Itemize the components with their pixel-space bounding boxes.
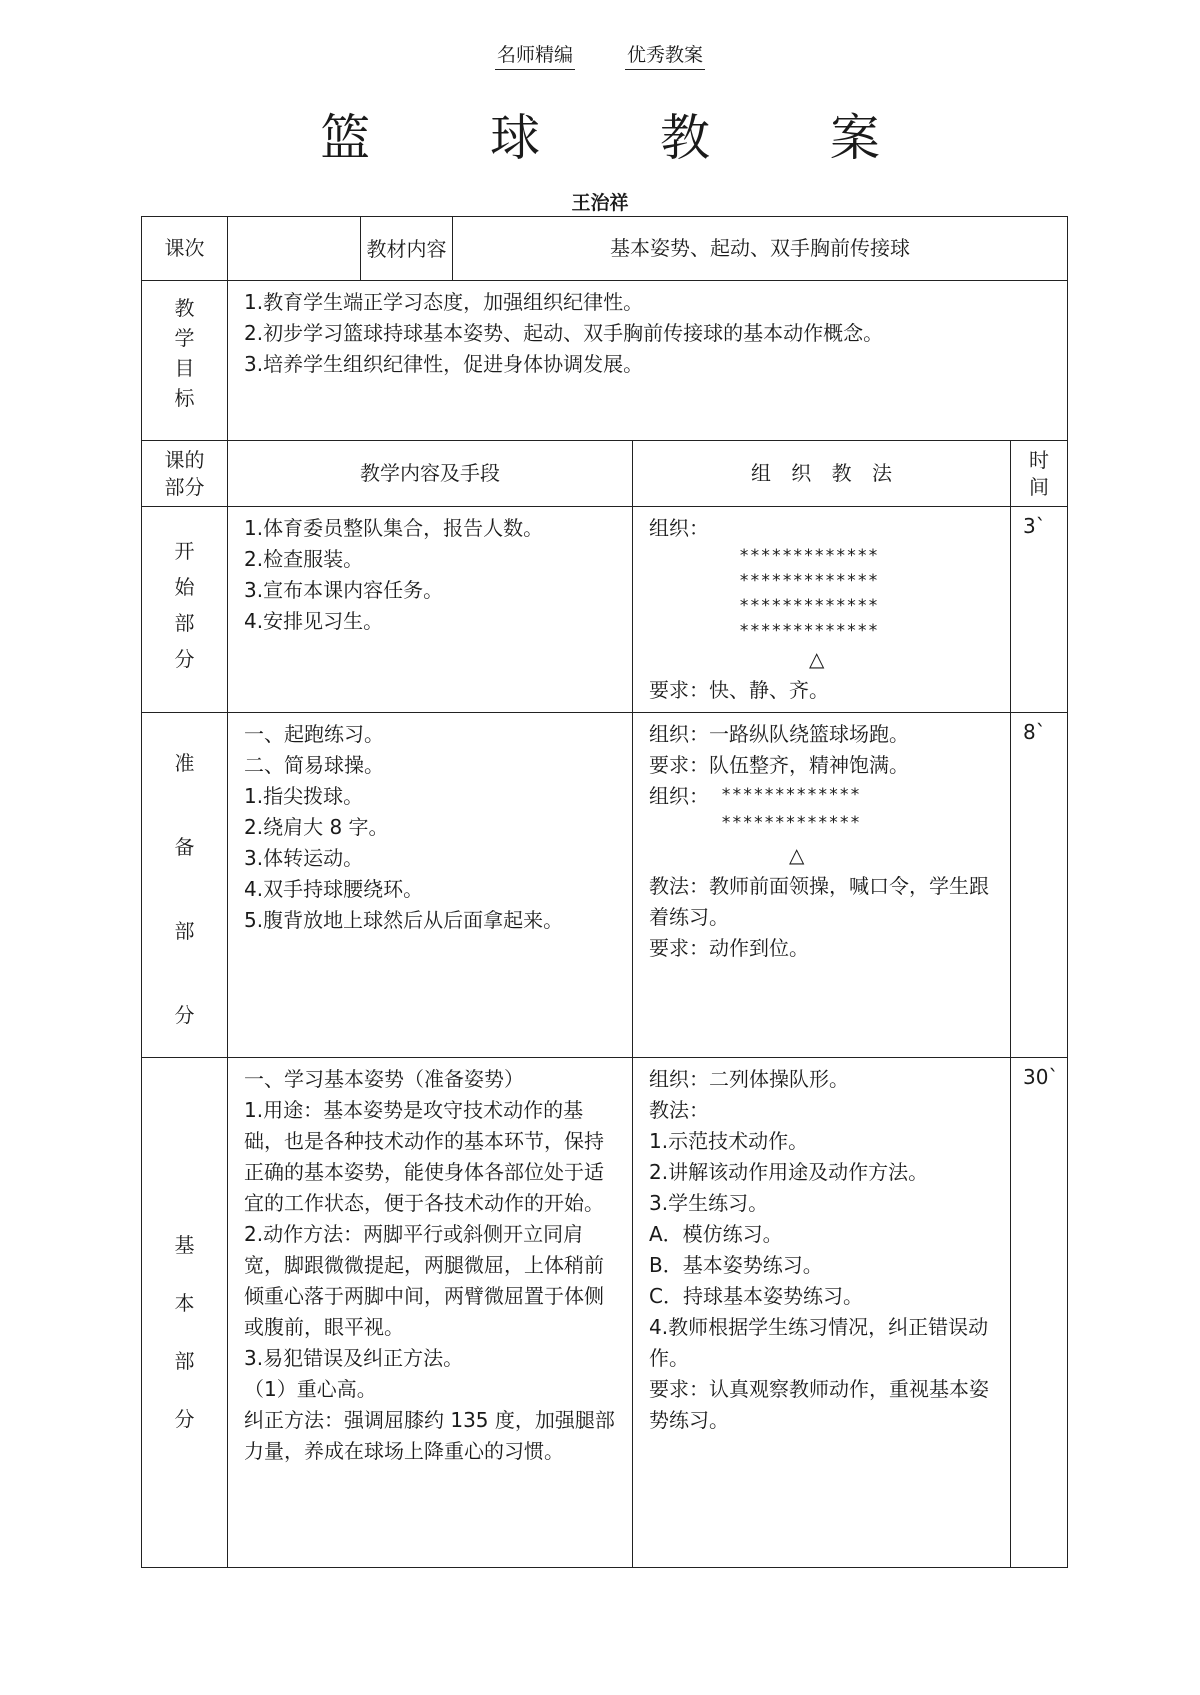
content-line: 3.体转运动。 xyxy=(244,846,364,870)
material-value: 基本姿势、起动、双手胸前传接球 xyxy=(453,217,1068,281)
content-line: 1.体育委员整队集合，报告人数。 xyxy=(244,516,544,540)
basic-time: 30` xyxy=(1011,1058,1068,1568)
objectives-label: 教学目标 xyxy=(142,281,228,441)
org-formation: 组织： ************* ************* xyxy=(649,784,861,833)
content-line: 纠正方法：强调屈膝约 135 度，加强腿部力量，养成在球场上降重心的习惯。 xyxy=(244,1408,615,1463)
content-line: 4.双手持球腰绕环。 xyxy=(244,877,424,901)
header-left: 名师精编 xyxy=(495,40,575,70)
content-line: 一、学习基本姿势（准备姿势） xyxy=(244,1067,524,1091)
requirement: 要求：快、静、齐。 xyxy=(649,678,829,702)
lesson-plan-table xyxy=(141,216,1068,1568)
content-line: 2.检查服装。 xyxy=(244,547,364,571)
part-start: 开始部分 xyxy=(142,507,228,713)
content-line: 1.用途：基本姿势是攻守技术动作的基础，也是各种技术动作的基本环节，保持正确的基本姿势，能使身体各部位处于适宜的工作状态，便于各技术动作的开始。 xyxy=(244,1098,604,1215)
col-content: 教学内容及手段 xyxy=(228,441,633,507)
content-line: （1）重心高。 xyxy=(244,1377,377,1401)
page-title: 篮 球 教 案 xyxy=(320,109,932,167)
objectives-list xyxy=(228,281,1068,441)
formation-stars: ************* ************* ************* ************* xyxy=(739,546,879,641)
method-line: 3.学生练习。 xyxy=(649,1191,769,1215)
content-line: 2.绕肩大 8 字。 xyxy=(244,815,389,839)
org-label: 组织： xyxy=(649,516,709,540)
header-right: 优秀教案 xyxy=(625,40,705,70)
start-time: 3` xyxy=(1011,507,1068,713)
prep-content xyxy=(228,713,633,1058)
method-line: 组织：一路纵队绕篮球场跑。 xyxy=(649,722,909,746)
objective-item: 1.教育学生端正学习态度，加强组织纪律性。 xyxy=(244,290,644,314)
method-line: B．基本姿势练习。 xyxy=(649,1253,823,1277)
method-line: 组织：二列体操队形。 xyxy=(649,1067,849,1091)
method-line: 4.教师根据学生练习情况，纠正错误动作。 xyxy=(649,1315,989,1370)
objective-item: 3.培养学生组织纪律性，促进身体协调发展。 xyxy=(244,352,644,376)
content-line: 一、起跑练习。 xyxy=(244,722,384,746)
lesson-label: 课次 xyxy=(142,217,228,281)
content-line: 4.安排见习生。 xyxy=(244,609,384,633)
method-line: 要求：队伍整齐，精神饱满。 xyxy=(649,753,909,777)
col-part: 课的部分 xyxy=(142,441,228,507)
col-method: 组 织 教 法 xyxy=(633,441,1011,507)
lesson-value xyxy=(228,217,361,281)
content-line: 2.动作方法：两脚平行或斜侧开立同肩宽，脚跟微微提起，两腿微屈，上体稍前倾重心落于两脚中间，两臂微屈置于体侧或腹前，眼平视。 xyxy=(244,1222,604,1339)
method-line: 1.示范技术动作。 xyxy=(649,1129,809,1153)
prep-method xyxy=(633,713,1011,1058)
basic-method xyxy=(633,1058,1011,1568)
teacher-triangle: △ xyxy=(789,843,805,867)
material-label: 教材内容 xyxy=(361,217,453,281)
method-line: 要求：认真观察教师动作，重视基本姿势练习。 xyxy=(649,1377,989,1432)
col-time: 时间 xyxy=(1011,441,1068,507)
method-line: A．模仿练习。 xyxy=(649,1222,783,1246)
method-line: 要求：动作到位。 xyxy=(649,936,809,960)
start-method xyxy=(633,507,1011,713)
prep-time: 8` xyxy=(1011,713,1068,1058)
page-header xyxy=(0,40,1200,70)
content-line: 二、简易球操。 xyxy=(244,753,384,777)
part-prep: 准备部分 xyxy=(142,713,228,1058)
teacher-triangle: △ xyxy=(809,647,825,671)
content-line: 3.宣布本课内容任务。 xyxy=(244,578,444,602)
part-basic: 基本部分 xyxy=(142,1058,228,1568)
start-content xyxy=(228,507,633,713)
content-line: 1.指尖拨球。 xyxy=(244,784,364,808)
method-line: 教法： xyxy=(649,1098,709,1122)
content-line: 3.易犯错误及纠正方法。 xyxy=(244,1346,464,1370)
method-line: C．持球基本姿势练习。 xyxy=(649,1284,863,1308)
method-line: 2.讲解该动作用途及动作方法。 xyxy=(649,1160,929,1184)
basic-content xyxy=(228,1058,633,1568)
objective-item: 2.初步学习篮球持球基本姿势、起动、双手胸前传接球的基本动作概念。 xyxy=(244,321,884,345)
content-line: 5.腹背放地上球然后从后面拿起来。 xyxy=(244,908,564,932)
method-line: 教法：教师前面领操，喊口令，学生跟着练习。 xyxy=(649,874,989,929)
author: 王治祥 xyxy=(571,192,629,214)
